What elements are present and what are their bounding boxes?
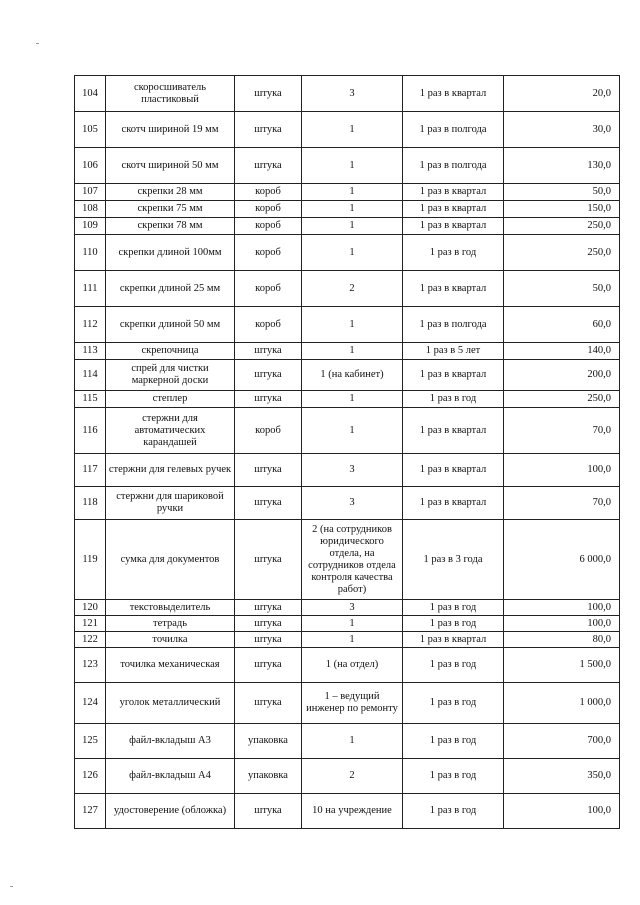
table-row (75, 759, 620, 794)
price-cell: 130,0 (504, 148, 620, 184)
item-name: скотч шириной 50 мм (106, 148, 235, 184)
row-number: 108 (75, 201, 106, 218)
item-name: файл-вкладыш А3 (106, 724, 235, 759)
frequency-cell: 1 раз в квартал (403, 201, 504, 218)
price-cell: 1 000,0 (504, 683, 620, 724)
price-cell: 100,0 (504, 616, 620, 632)
table-row (75, 616, 620, 632)
frequency-cell: 1 раз в 5 лет (403, 343, 504, 360)
table-row (75, 184, 620, 201)
table-row (75, 112, 620, 148)
price-cell: 250,0 (504, 235, 620, 271)
quantity-cell: 2 (302, 759, 403, 794)
quantity-cell: 1 (302, 218, 403, 235)
frequency-cell: 1 раз в год (403, 648, 504, 683)
price-cell: 60,0 (504, 307, 620, 343)
row-number: 104 (75, 76, 106, 112)
row-number: 116 (75, 408, 106, 454)
table-row (75, 307, 620, 343)
price-cell: 100,0 (504, 600, 620, 616)
price-cell: 1 500,0 (504, 648, 620, 683)
frequency-cell: 1 раз в год (403, 600, 504, 616)
frequency-cell: 1 раз в квартал (403, 218, 504, 235)
price-cell: 350,0 (504, 759, 620, 794)
frequency-cell: 1 раз в квартал (403, 360, 504, 391)
row-number: 106 (75, 148, 106, 184)
price-cell: 150,0 (504, 201, 620, 218)
item-name: скрепки длиной 25 мм (106, 271, 235, 307)
unit-cell: штука (235, 794, 302, 829)
unit-cell: короб (235, 408, 302, 454)
unit-cell: штука (235, 632, 302, 648)
item-name: скрепки 75 мм (106, 201, 235, 218)
row-number: 121 (75, 616, 106, 632)
frequency-cell: 1 раз в год (403, 235, 504, 271)
unit-cell: штука (235, 600, 302, 616)
frequency-cell: 1 раз в квартал (403, 632, 504, 648)
item-name: точилка (106, 632, 235, 648)
table-row (75, 76, 620, 112)
price-cell: 6 000,0 (504, 520, 620, 600)
quantity-cell: 1 (302, 201, 403, 218)
row-number: 111 (75, 271, 106, 307)
item-name: стержни для автоматических карандашей (106, 408, 235, 454)
frequency-cell: 1 раз в квартал (403, 271, 504, 307)
unit-cell: короб (235, 235, 302, 271)
unit-cell: короб (235, 201, 302, 218)
item-name: файл-вкладыш А4 (106, 759, 235, 794)
quantity-cell: 1 (302, 235, 403, 271)
item-name: скрепочница (106, 343, 235, 360)
unit-cell: штука (235, 648, 302, 683)
table-row (75, 454, 620, 487)
frequency-cell: 1 раз в квартал (403, 487, 504, 520)
row-number: 127 (75, 794, 106, 829)
item-name: скоросшиватель пластиковый (106, 76, 235, 112)
row-number: 118 (75, 487, 106, 520)
quantity-cell: 2 (302, 271, 403, 307)
frequency-cell: 1 раз в год (403, 683, 504, 724)
unit-cell: штука (235, 112, 302, 148)
table-row (75, 235, 620, 271)
table-row (75, 683, 620, 724)
frequency-cell: 1 раз в квартал (403, 408, 504, 454)
row-number: 114 (75, 360, 106, 391)
table-row (75, 648, 620, 683)
price-cell: 70,0 (504, 487, 620, 520)
document-page (74, 75, 619, 829)
frequency-cell: 1 раз в год (403, 794, 504, 829)
supplies-table (74, 75, 620, 829)
item-name: скрепки 28 мм (106, 184, 235, 201)
row-number: 115 (75, 391, 106, 408)
table-row (75, 408, 620, 454)
quantity-cell: 1 (302, 616, 403, 632)
frequency-cell: 1 раз в полгода (403, 112, 504, 148)
unit-cell: упаковка (235, 724, 302, 759)
price-cell: 250,0 (504, 391, 620, 408)
quantity-cell: 1 – ведущий инженер по ремонту (302, 683, 403, 724)
quantity-cell: 2 (на сотрудников юридического отдела, на сотрудников отдела контроля качества работ) (302, 520, 403, 600)
quantity-cell: 1 (302, 307, 403, 343)
frequency-cell: 1 раз в год (403, 391, 504, 408)
price-cell: 250,0 (504, 218, 620, 235)
quantity-cell: 3 (302, 76, 403, 112)
frequency-cell: 1 раз в квартал (403, 454, 504, 487)
frequency-cell: 1 раз в 3 года (403, 520, 504, 600)
quantity-cell: 1 (302, 148, 403, 184)
price-cell: 140,0 (504, 343, 620, 360)
row-number: 119 (75, 520, 106, 600)
unit-cell: короб (235, 307, 302, 343)
unit-cell: штука (235, 520, 302, 600)
row-number: 117 (75, 454, 106, 487)
frequency-cell: 1 раз в год (403, 616, 504, 632)
item-name: скрепки длиной 50 мм (106, 307, 235, 343)
price-cell: 30,0 (504, 112, 620, 148)
row-number: 112 (75, 307, 106, 343)
table-row (75, 218, 620, 235)
row-number: 109 (75, 218, 106, 235)
unit-cell: штука (235, 487, 302, 520)
table-row (75, 360, 620, 391)
unit-cell: штука (235, 616, 302, 632)
price-cell: 50,0 (504, 271, 620, 307)
table-row (75, 724, 620, 759)
table-row (75, 487, 620, 520)
quantity-cell: 1 (302, 391, 403, 408)
unit-cell: короб (235, 271, 302, 307)
row-number: 120 (75, 600, 106, 616)
unit-cell: короб (235, 184, 302, 201)
frequency-cell: 1 раз в полгода (403, 307, 504, 343)
item-name: скрепки 78 мм (106, 218, 235, 235)
table-row (75, 343, 620, 360)
row-number: 110 (75, 235, 106, 271)
row-number: 113 (75, 343, 106, 360)
row-number: 124 (75, 683, 106, 724)
item-name: стержни для гелевых ручек (106, 454, 235, 487)
row-number: 105 (75, 112, 106, 148)
unit-cell: штука (235, 76, 302, 112)
price-cell: 100,0 (504, 794, 620, 829)
quantity-cell: 1 (302, 112, 403, 148)
quantity-cell: 3 (302, 487, 403, 520)
price-cell: 70,0 (504, 408, 620, 454)
quantity-cell: 1 (302, 184, 403, 201)
table-row (75, 794, 620, 829)
row-number: 123 (75, 648, 106, 683)
quantity-cell: 3 (302, 600, 403, 616)
quantity-cell: 3 (302, 454, 403, 487)
frequency-cell: 1 раз в квартал (403, 184, 504, 201)
price-cell: 200,0 (504, 360, 620, 391)
table-row (75, 632, 620, 648)
row-number: 126 (75, 759, 106, 794)
table-row (75, 271, 620, 307)
row-number: 122 (75, 632, 106, 648)
unit-cell: штука (235, 148, 302, 184)
frequency-cell: 1 раз в год (403, 759, 504, 794)
unit-cell: короб (235, 218, 302, 235)
quantity-cell: 1 (302, 724, 403, 759)
price-cell: 50,0 (504, 184, 620, 201)
unit-cell: штука (235, 391, 302, 408)
table-row (75, 391, 620, 408)
table-row (75, 600, 620, 616)
table-row (75, 148, 620, 184)
item-name: удостоверение (обложка) (106, 794, 235, 829)
quantity-cell: 1 (302, 632, 403, 648)
item-name: спрей для чистки маркерной доски (106, 360, 235, 391)
item-name: точилка механическая (106, 648, 235, 683)
unit-cell: упаковка (235, 759, 302, 794)
price-cell: 700,0 (504, 724, 620, 759)
item-name: уголок металлический (106, 683, 235, 724)
price-cell: 80,0 (504, 632, 620, 648)
frequency-cell: 1 раз в квартал (403, 76, 504, 112)
unit-cell: штука (235, 683, 302, 724)
table-body (75, 76, 620, 829)
item-name: стержни для шариковой ручки (106, 487, 235, 520)
table-row (75, 201, 620, 218)
unit-cell: штука (235, 343, 302, 360)
row-number: 125 (75, 724, 106, 759)
item-name: скрепки длиной 100мм (106, 235, 235, 271)
item-name: степлер (106, 391, 235, 408)
item-name: тетрадь (106, 616, 235, 632)
quantity-cell: 10 на учреждение (302, 794, 403, 829)
price-cell: 20,0 (504, 76, 620, 112)
price-cell: 100,0 (504, 454, 620, 487)
unit-cell: штука (235, 360, 302, 391)
frequency-cell: 1 раз в год (403, 724, 504, 759)
quantity-cell: 1 (на кабинет) (302, 360, 403, 391)
frequency-cell: 1 раз в полгода (403, 148, 504, 184)
quantity-cell: 1 (302, 408, 403, 454)
unit-cell: штука (235, 454, 302, 487)
table-row (75, 520, 620, 600)
row-number: 107 (75, 184, 106, 201)
item-name: сумка для документов (106, 520, 235, 600)
item-name: скотч шириной 19 мм (106, 112, 235, 148)
item-name: текстовыделитель (106, 600, 235, 616)
quantity-cell: 1 (302, 343, 403, 360)
quantity-cell: 1 (на отдел) (302, 648, 403, 683)
